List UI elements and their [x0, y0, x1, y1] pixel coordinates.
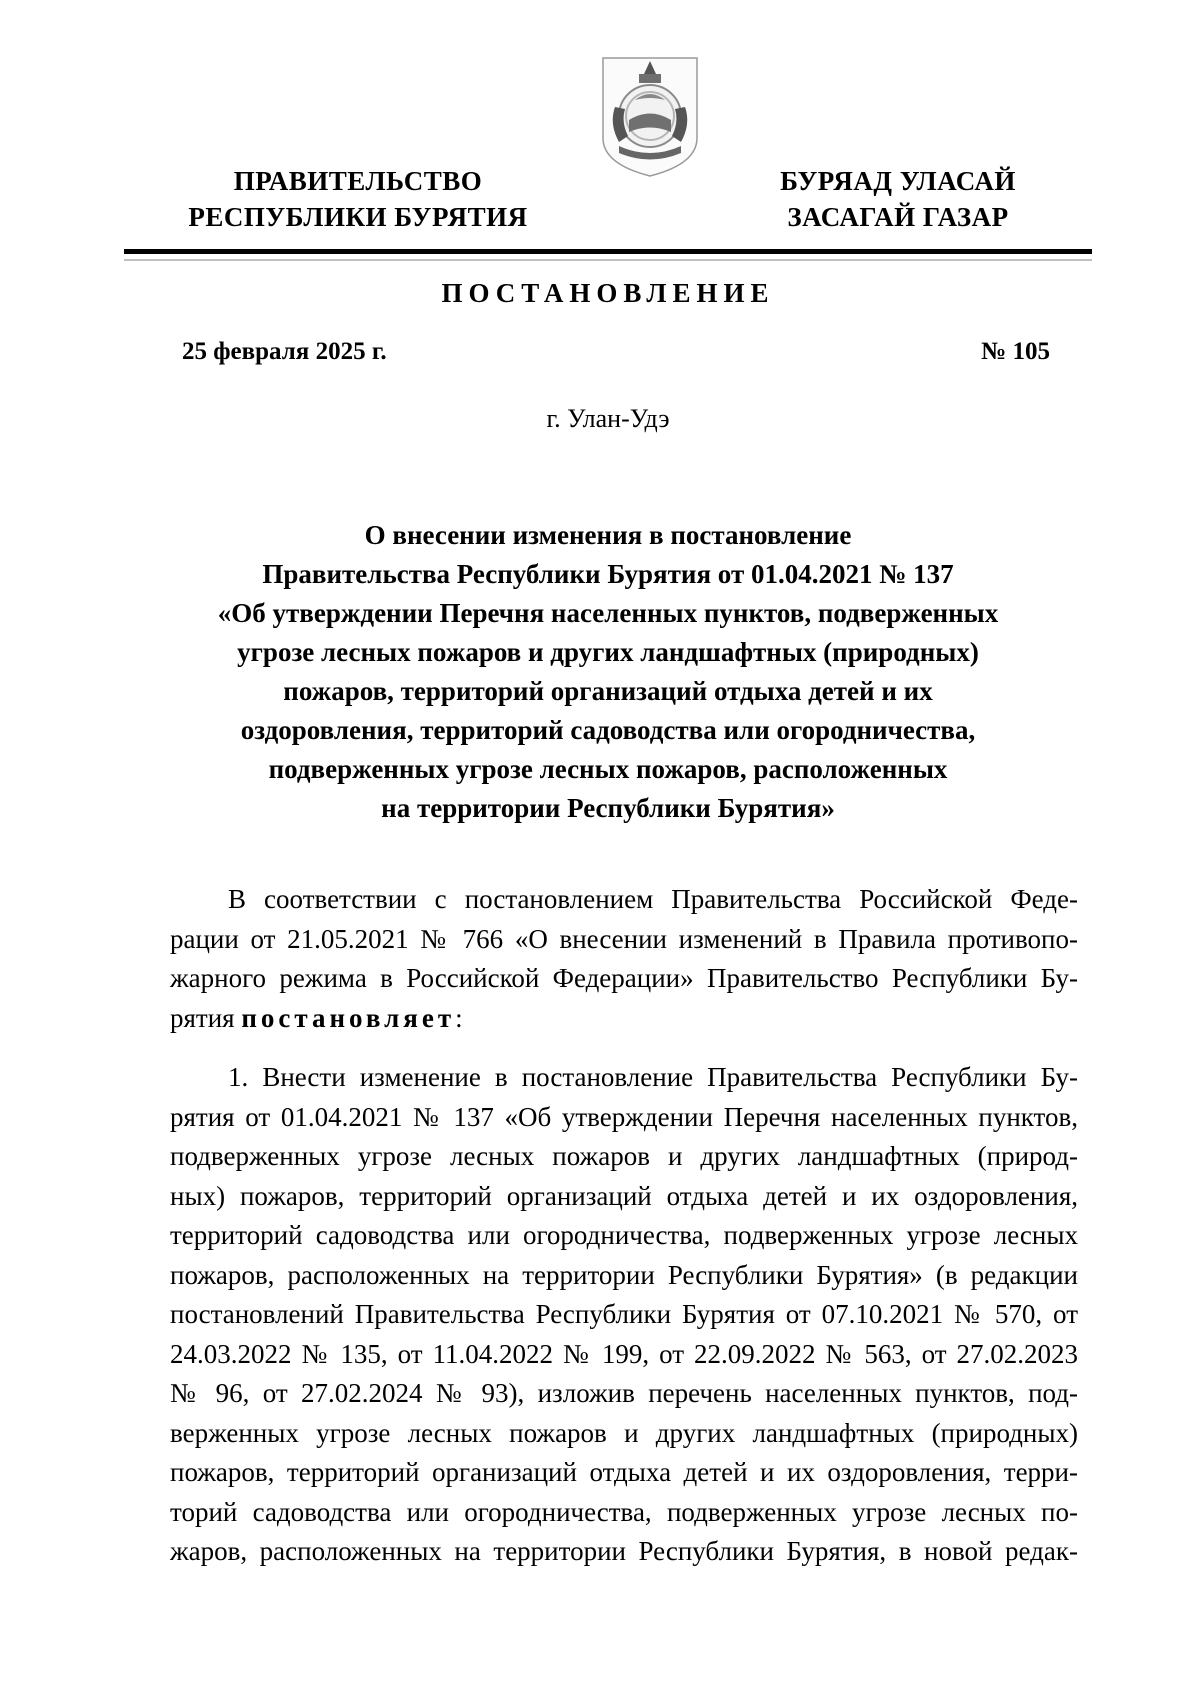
paragraph-line: жарного режима в Российской Федерации» Правительство Республики Бу- [170, 963, 1078, 993]
document-city: г. Улан-Удэ [546, 404, 670, 433]
title-line: оздоровления, территорий садоводства или огородничества, [240, 715, 976, 745]
paragraph-line: подверженных угрозе лесных пожаров и других ландшафтных (природ- [170, 1141, 1078, 1171]
header-divider [124, 249, 1092, 254]
paragraph-line: рятия от 01.04.2021 № 137 «Об утверждении Перечня населенных пунктов, [170, 1101, 1078, 1132]
title-line: О внесении изменения в постановление [364, 520, 852, 550]
paragraph-line: жаров, расположенных на территории Республики Бурятия, в новой редак- [170, 1536, 1078, 1566]
coat-of-arms-icon [595, 52, 705, 180]
paragraph-line: территорий садоводства или огородничества, подверженных угрозе лесных [170, 1220, 1078, 1250]
header-russian-line: РЕСПУБЛИКИ БУРЯТИЯ [188, 202, 528, 232]
paragraph-line: 24.03.2022 № 135, от 11.04.2022 № 199, от 22.09.2022 № 563, от 27.02.2023 [170, 1338, 1078, 1369]
paragraph-line: пожаров, расположенных на территории Республики Бурятия» (в редакции [170, 1259, 1078, 1290]
header-divider-thin [124, 259, 1092, 261]
paragraph-line: торий садоводства или огородничества, подверженных угрозе лесных по- [170, 1496, 1078, 1527]
header-russian-line: ПРАВИТЕЛЬСТВО [233, 166, 483, 196]
header-buryat-line: БУРЯАД УЛАСАЙ [780, 166, 1016, 196]
header-russian [178, 163, 538, 235]
document-title [124, 516, 1092, 828]
document-date: 25 февраля 2025 г. [182, 338, 387, 365]
title-line: пожаров, территорий организаций отдыха детей и их [283, 676, 933, 706]
paragraph-line: верженных угрозе лесных пожаров и других ландшафтных (природных) [170, 1417, 1078, 1448]
document-number: № 105 [981, 338, 1050, 365]
paragraph-text: рятия [170, 1002, 242, 1033]
paragraph-line: ных) пожаров, территорий организаций отдыха детей и их оздоровления, [170, 1180, 1078, 1211]
paragraph-line: В соответствии с постановлением Правительства Российской Феде- [228, 884, 1078, 914]
resolution-word: постановляет [241, 1002, 456, 1033]
title-line: Правительства Республики Бурятия от 01.04.2021 № 137 [262, 559, 954, 589]
title-line: «Об утверждении Перечня населенных пунктов, подверженных [217, 598, 999, 628]
preamble-paragraph [170, 880, 1078, 1038]
paragraph-line: рации от 21.05.2021 № 766 «О внесении изменений в Правила противопо- [170, 923, 1078, 954]
title-line: на территории Республики Бурятия» [381, 793, 835, 823]
paragraph-text: : [455, 1002, 463, 1033]
document-type: ПОСТАНОВЛЕНИЕ [441, 278, 775, 308]
paragraph-line: пожаров, территорий организаций отдыха детей и их оздоровления, терри- [170, 1457, 1078, 1487]
paragraph-line: постановлений Правительства Республики Бурятия от 07.10.2021 № 570, от [170, 1299, 1078, 1329]
paragraph-line [170, 999, 1078, 1039]
header-buryat-line: ЗАСАГАЙ ГАЗАР [787, 202, 1009, 232]
paragraph-line: № 96, от 27.02.2024 № 93), изложив перечень населенных пунктов, под- [170, 1378, 1078, 1408]
header-buryat [748, 163, 1048, 235]
title-line: подверженных угрозе лесных пожаров, расположенных [268, 754, 948, 784]
item-1-paragraph [170, 1058, 1078, 1572]
title-line: угрозе лесных пожаров и других ландшафтных (природных) [237, 637, 979, 667]
paragraph-line: 1. Внести изменение в постановление Правительства Республики Бу- [228, 1062, 1078, 1092]
